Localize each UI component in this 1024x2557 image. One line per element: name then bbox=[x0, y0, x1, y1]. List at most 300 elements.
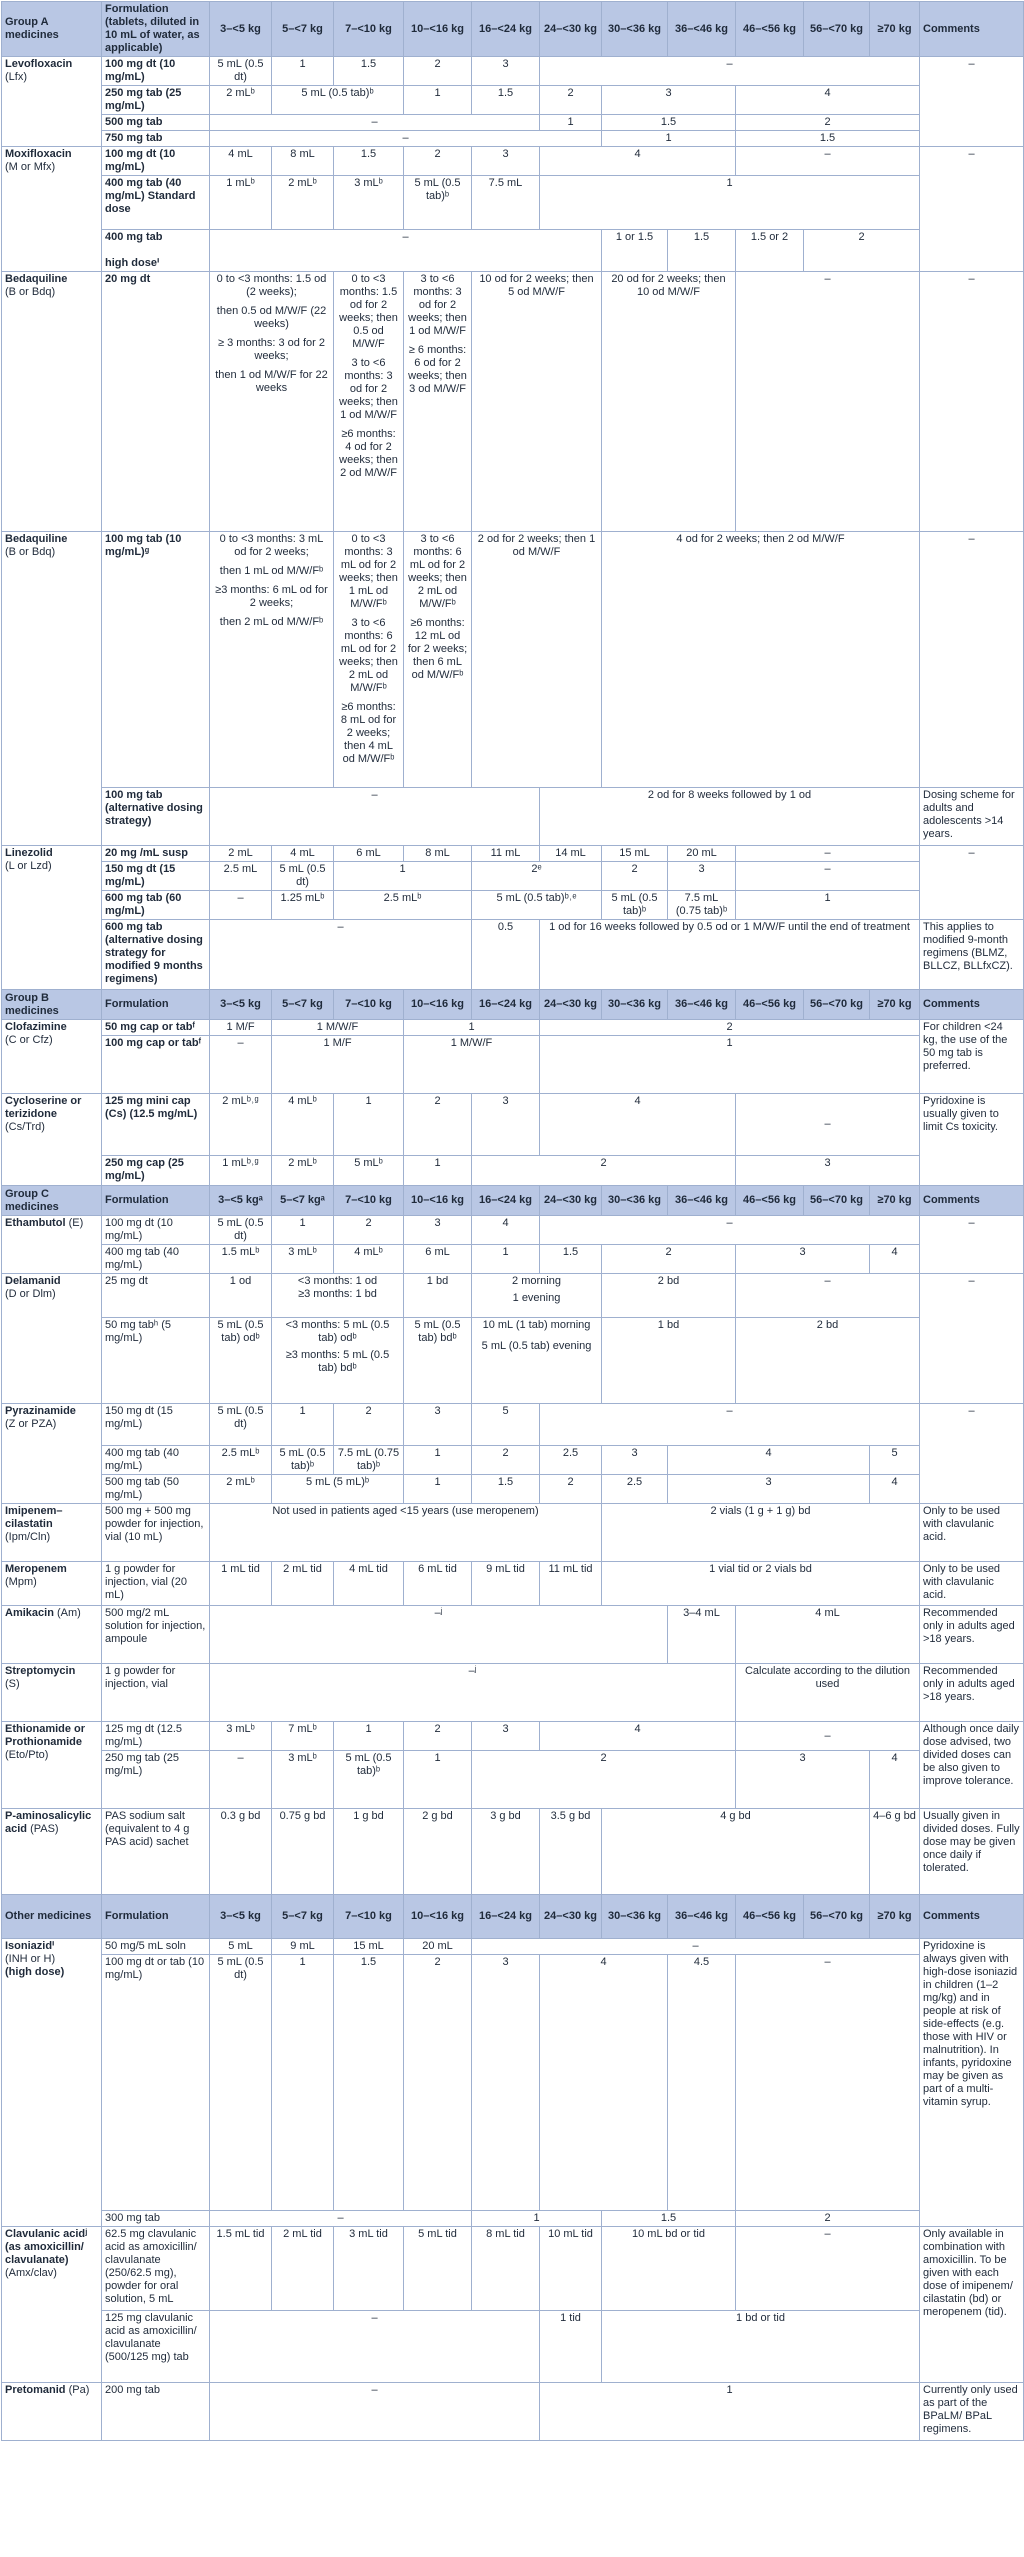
dose-cell: 2 bbox=[404, 147, 472, 176]
dose-cell: 2 bbox=[602, 862, 668, 891]
formulation-cell: 300 mg tab bbox=[102, 2211, 210, 2227]
formulation-cell: 125 mg mini cap (Cs) (12.5 mg/mL) bbox=[102, 1094, 210, 1156]
dose-cell: 3 bbox=[736, 1751, 870, 1809]
dose-cell: – bbox=[736, 846, 920, 862]
dose-cell: 3 mLᵇ bbox=[272, 1751, 334, 1809]
dose-cell: 15 mL bbox=[334, 1939, 404, 1955]
weight-header: 7–<10 kg bbox=[334, 1895, 404, 1939]
weight-header: 30–<36 kg bbox=[602, 1895, 668, 1939]
dose-cell: 7.5 mL (0.75 tab)ᵇ bbox=[334, 1446, 404, 1475]
dose-cell: 1 tid bbox=[540, 2311, 602, 2383]
dose-cell: 1 mLᵇ bbox=[210, 176, 272, 230]
dose-cell: 3 mLᵇ bbox=[334, 176, 404, 230]
dose-cell: 5 mL (0.5 tab)ᵇ bbox=[272, 86, 404, 115]
drug-name: Ethionamide or Prothionamide (Eto/Pto) bbox=[2, 1722, 102, 1809]
dose-cell: 1.5 mLᵇ bbox=[210, 1245, 272, 1274]
comment-cell: Only to be used with clavulanic acid. bbox=[920, 1504, 1024, 1562]
dose-cell: 3 bbox=[472, 57, 540, 86]
dose-cell: 2 bd bbox=[602, 1274, 736, 1318]
drug-name: Amikacin (Am) bbox=[2, 1606, 102, 1664]
dose-cell: – bbox=[736, 1274, 920, 1318]
drug-name: Levofloxacin (Lfx) bbox=[2, 57, 102, 147]
comment-cell: Dosing scheme for adults and adolescents >14 years. bbox=[920, 788, 1024, 846]
dose-cell: 2 mLᵇ˒ᵍ bbox=[210, 1094, 272, 1156]
drug-name: Cycloserine or terizidone (Cs/Trd) bbox=[2, 1094, 102, 1186]
comment-cell: Recommended only in adults aged >18 years. bbox=[920, 1606, 1024, 1664]
dose-cell: – bbox=[736, 147, 920, 176]
dose-cell: 4 bbox=[870, 1475, 920, 1504]
formulation-header: Formulation (tablets, diluted in 10 mL of water, as applicable) bbox=[102, 2, 210, 57]
weight-header: 56–<70 kg bbox=[804, 2, 870, 57]
dose-cell: 4–6 g bd bbox=[870, 1809, 920, 1895]
dose-cell: 3 bbox=[668, 1475, 870, 1504]
comment-cell: Only to be used with clavulanic acid. bbox=[920, 1562, 1024, 1606]
dose-cell: – bbox=[210, 2211, 472, 2227]
dose-cell: 5 mL (0.5 dt) bbox=[210, 57, 272, 86]
weight-header: 5–<7 kg bbox=[272, 1895, 334, 1939]
dose-cell: 1 bbox=[272, 1404, 334, 1446]
dose-cell: 1 bd or tid bbox=[602, 2311, 920, 2383]
drug-name: Meropenem (Mpm) bbox=[2, 1562, 102, 1606]
dose-cell: 5 mL (0.5 tab)ᵇ bbox=[334, 1751, 404, 1809]
dose-cell: 2 bbox=[736, 115, 920, 131]
dose-cell: 1 bbox=[404, 1156, 472, 1186]
weight-header: 46–<56 kg bbox=[736, 1186, 804, 1216]
comments-header: Comments bbox=[920, 2, 1024, 57]
dose-cell: 1 M/F bbox=[272, 1036, 404, 1094]
dose-cell: 5 mL (0.5 tab)ᵇ bbox=[602, 891, 668, 920]
drug-name: Pyrazinamide (Z or PZA) bbox=[2, 1404, 102, 1504]
formulation-cell: 50 mg/5 mL soln bbox=[102, 1939, 210, 1955]
comments-header: Comments bbox=[920, 990, 1024, 1020]
dose-cell: 15 mL bbox=[602, 846, 668, 862]
weight-header: 7–<10 kg bbox=[334, 2, 404, 57]
weight-header: 24–<30 kg bbox=[540, 1186, 602, 1216]
weight-header: 5–<7 kg bbox=[272, 2, 334, 57]
dose-cell: 1 bbox=[404, 86, 472, 115]
dose-cell: 7.5 mL bbox=[472, 176, 540, 230]
dose-cell: 5 mL bbox=[210, 1939, 272, 1955]
dose-cell: 1.5 bbox=[668, 230, 736, 272]
dose-cell: 20 mL bbox=[404, 1939, 472, 1955]
dose-cell: 4 bbox=[870, 1245, 920, 1274]
weight-header: 56–<70 kg bbox=[804, 1186, 870, 1216]
dose-cell: 5 mL (0.5 dt) bbox=[210, 1955, 272, 2211]
weight-header: ≥70 kg bbox=[870, 1895, 920, 1939]
weight-header: 7–<10 kg bbox=[334, 1186, 404, 1216]
dose-cell: 1.5 bbox=[334, 57, 404, 86]
dose-cell: 2 mL bbox=[210, 846, 272, 862]
formulation-header: Formulation bbox=[102, 990, 210, 1020]
weight-header: 46–<56 kg bbox=[736, 2, 804, 57]
dose-cell: 2 bbox=[472, 1446, 540, 1475]
dose-cell: 2 od for 2 weeks; then 1 od M/W/F bbox=[472, 532, 602, 788]
dose-cell: 5 mL (0.5 dt) bbox=[272, 862, 334, 891]
dose-cell: 0.75 g bd bbox=[272, 1809, 334, 1895]
formulation-cell: 125 mg clavulanic acid as amoxicillin/ clavulanate (500/125 mg) tab bbox=[102, 2311, 210, 2383]
dose-cell: 5 bbox=[870, 1446, 920, 1475]
drug-name: P-aminosalicylic acid (PAS) bbox=[2, 1809, 102, 1895]
dose-cell: 2 mLᵇ bbox=[272, 176, 334, 230]
dose-cell: 5 bbox=[472, 1404, 540, 1446]
weight-header: 30–<36 kg bbox=[602, 1186, 668, 1216]
dose-cell: – bbox=[736, 862, 920, 891]
dose-cell: 10 mL bd or tid bbox=[602, 2227, 736, 2311]
dose-cell: 3 mLᵇ bbox=[210, 1722, 272, 1751]
dose-cell: 2 od for 8 weeks followed by 1 od bbox=[540, 788, 920, 846]
formulation-cell: 250 mg tab (25 mg/mL) bbox=[102, 1751, 210, 1809]
formulation-cell: 500 mg tab bbox=[102, 115, 210, 131]
dose-cell: 4 bbox=[540, 1094, 736, 1156]
dose-cell: – bbox=[540, 1404, 920, 1446]
formulation-cell: 150 mg dt (15 mg/mL) bbox=[102, 1404, 210, 1446]
formulation-cell: 25 mg dt bbox=[102, 1274, 210, 1318]
comment-cell: Usually given in divided doses. Fully dose may be given once daily if tolerated. bbox=[920, 1809, 1024, 1895]
dose-cell: 3 bbox=[668, 862, 736, 891]
formulation-cell: 100 mg tab (alternative dosing strategy) bbox=[102, 788, 210, 846]
dose-cell: 1.5 bbox=[472, 86, 540, 115]
dose-cell: – bbox=[210, 1751, 272, 1809]
weight-header: 46–<56 kg bbox=[736, 990, 804, 1020]
dose-cell: 3 bbox=[736, 1156, 920, 1186]
comment-cell: Although once daily dose advised, two divided doses can be also given to improve tolerance. bbox=[920, 1722, 1024, 1809]
formulation-cell: 100 mg dt (10 mg/mL) bbox=[102, 1216, 210, 1245]
dose-cell: 1.5 bbox=[736, 131, 920, 147]
drug-name: Bedaquiline (B or Bdq) bbox=[2, 532, 102, 846]
dose-cell: 2 bbox=[602, 1245, 736, 1274]
dose-cell: 2 g bd bbox=[404, 1809, 472, 1895]
weight-header: 3–<5 kg bbox=[210, 1895, 272, 1939]
dose-cell: 0.3 g bd bbox=[210, 1809, 272, 1895]
weight-header: 3–<5 kg bbox=[210, 990, 272, 1020]
dose-cell: – bbox=[540, 57, 920, 86]
dose-cell: – bbox=[210, 920, 472, 990]
dose-cell: 1 M/W/F bbox=[404, 1036, 540, 1094]
dose-cell: 6 mL bbox=[334, 846, 404, 862]
dose-cell: 7 mLᵇ bbox=[272, 1722, 334, 1751]
comment-cell: – bbox=[920, 846, 1024, 920]
dose-cell: – bbox=[210, 891, 272, 920]
dose-cell: – bbox=[210, 2311, 540, 2383]
weight-header: 10–<16 kg bbox=[404, 2, 472, 57]
weight-header: 5–<7 kgᵃ bbox=[272, 1186, 334, 1216]
drug-name: Linezolid (L or Lzd) bbox=[2, 846, 102, 990]
dose-cell: 4 mL tid bbox=[334, 1562, 404, 1606]
dose-cell: 10 od for 2 weeks; then 5 od M/W/F bbox=[472, 272, 602, 532]
dose-cell: 0 to <3 months: 3 mL od for 2 weeks; then 1 mL od M/W/Fᵇ 3 to <6 months: 6 mL od for 2 weeks; then 2 mL od M/W/Fᵇ ≥6 months: 8 mL od for 2 weeks; then 4 mL od M/W/Fᵇ bbox=[334, 532, 404, 788]
dose-cell: 2 bbox=[404, 57, 472, 86]
formulation-cell: 20 mg dt bbox=[102, 272, 210, 532]
drug-name: Clavulanic acidʲ (as amoxicillin/ clavulanate) (Amx/clav) bbox=[2, 2227, 102, 2383]
dose-cell: 11 mL tid bbox=[540, 1562, 602, 1606]
dose-cell: 4.5 bbox=[668, 1955, 736, 2211]
dose-cell: – bbox=[736, 1094, 920, 1156]
drug-name: Isoniazidⁱ (INH or H) (high dose) bbox=[2, 1939, 102, 2227]
dose-cell: 1 bbox=[736, 891, 920, 920]
dose-cell: 1 bbox=[334, 1722, 404, 1751]
dose-cell: 1.5 bbox=[602, 2211, 736, 2227]
formulation-cell: 400 mg tab high doseⁱ bbox=[102, 230, 210, 272]
dose-cell: 2 bbox=[404, 1094, 472, 1156]
dose-cell: 1 M/W/F bbox=[272, 1020, 404, 1036]
formulation-cell: 250 mg cap (25 mg/mL) bbox=[102, 1156, 210, 1186]
formulation-cell: 500 mg/2 mL solution for injection, ampoule bbox=[102, 1606, 210, 1664]
dose-cell: – bbox=[736, 272, 920, 532]
formulation-cell: 100 mg dt (10 mg/mL) bbox=[102, 57, 210, 86]
weight-header: 36–<46 kg bbox=[668, 2, 736, 57]
weight-header: 30–<36 kg bbox=[602, 2, 668, 57]
dose-cell: 4 bbox=[870, 1751, 920, 1809]
dose-cell: 5 mL (0.5 dt) bbox=[210, 1404, 272, 1446]
dose-cell: 4 mLᵇ bbox=[334, 1245, 404, 1274]
comment-cell: – bbox=[920, 1216, 1024, 1274]
dose-cell: – bbox=[210, 1036, 272, 1094]
dose-cell: 1.5 bbox=[334, 147, 404, 176]
dose-cell: 1 g bd bbox=[334, 1809, 404, 1895]
comment-cell: – bbox=[920, 532, 1024, 788]
dose-cell: 1 bbox=[272, 1955, 334, 2211]
dose-cell: –ʲ bbox=[210, 1606, 668, 1664]
formulation-cell: 400 mg tab (40 mg/mL) bbox=[102, 1446, 210, 1475]
formulation-cell: 200 mg tab bbox=[102, 2383, 210, 2441]
weight-header: 16–<24 kg bbox=[472, 1895, 540, 1939]
dose-cell: 2.5 bbox=[602, 1475, 668, 1504]
dose-cell: 3–4 mL bbox=[668, 1606, 736, 1664]
dose-cell: 1 bbox=[540, 115, 602, 131]
formulation-cell: 500 mg + 500 mg powder for injection, vial (10 mL) bbox=[102, 1504, 210, 1562]
dose-cell: 2 bbox=[804, 230, 920, 272]
drug-name: Delamanid (D or Dlm) bbox=[2, 1274, 102, 1404]
weight-header: 5–<7 kg bbox=[272, 990, 334, 1020]
dose-cell: 1 or 1.5 bbox=[602, 230, 668, 272]
dose-cell: 1 od bbox=[210, 1274, 272, 1318]
dose-cell: 2 bbox=[540, 86, 602, 115]
dose-cell: 3 bbox=[472, 1955, 540, 2211]
weight-header: 24–<30 kg bbox=[540, 990, 602, 1020]
dose-cell: 1.5 or 2 bbox=[736, 230, 804, 272]
dose-cell: 2 bbox=[404, 1722, 472, 1751]
dose-cell: 1 bbox=[472, 1245, 540, 1274]
dose-cell: – bbox=[210, 131, 602, 147]
dose-cell: 3 bbox=[472, 147, 540, 176]
dose-cell: 3 bbox=[472, 1094, 540, 1156]
formulation-cell: 750 mg tab bbox=[102, 131, 210, 147]
dose-cell: 1.5 bbox=[602, 115, 736, 131]
dose-cell: 1 bbox=[602, 131, 736, 147]
dose-cell: 3 mL tid bbox=[334, 2227, 404, 2311]
dose-cell: 1.25 mLᵇ bbox=[272, 891, 334, 920]
comment-cell: – bbox=[920, 272, 1024, 532]
dose-cell: 3 bbox=[404, 1404, 472, 1446]
comment-cell: Pyridoxine is usually given to limit Cs toxicity. bbox=[920, 1094, 1024, 1186]
group-c-header: Group C medicines bbox=[2, 1186, 102, 1216]
dose-cell: 1 M/F bbox=[210, 1020, 272, 1036]
weight-header: 16–<24 kg bbox=[472, 1186, 540, 1216]
dose-cell: 2.5 mL bbox=[210, 862, 272, 891]
formulation-cell: 600 mg tab (60 mg/mL) bbox=[102, 891, 210, 920]
dosing-table bbox=[1, 1, 1024, 2441]
dose-cell: Calculate according to the dilution used bbox=[736, 1664, 920, 1722]
dose-cell: 10 mL tid bbox=[540, 2227, 602, 2311]
dose-cell: – bbox=[736, 1955, 920, 2211]
dose-cell: 3.5 g bd bbox=[540, 1809, 602, 1895]
group-b-header: Group B medicines bbox=[2, 990, 102, 1020]
dose-cell: <3 months: 1 od ≥3 months: 1 bd bbox=[272, 1274, 404, 1318]
comments-header: Comments bbox=[920, 1895, 1024, 1939]
formulation-header: Formulation bbox=[102, 1186, 210, 1216]
comment-cell: Recommended only in adults aged >18 years. bbox=[920, 1664, 1024, 1722]
formulation-cell: 50 mg tabʰ (5 mg/mL) bbox=[102, 1318, 210, 1404]
dose-cell: 5 mL (0.5 tab)ᵇ bbox=[272, 1446, 334, 1475]
dose-cell: 2 bbox=[404, 1955, 472, 2211]
drug-name: Bedaquiline (B or Bdq) bbox=[2, 272, 102, 532]
dose-cell: 2 bd bbox=[736, 1318, 920, 1404]
dose-cell: – bbox=[736, 2227, 920, 2311]
dose-cell: 5 mL (0.5 tab)ᵇ˒ᵉ bbox=[472, 891, 602, 920]
dose-cell: 4 od for 2 weeks; then 2 od M/W/F bbox=[602, 532, 920, 788]
dose-cell: 5 mL (0.5 tab) bdᵇ bbox=[404, 1318, 472, 1404]
dose-cell: 4 bbox=[668, 1446, 870, 1475]
dose-cell: 1.5 bbox=[540, 1245, 602, 1274]
dose-cell: 2 mLᵇ bbox=[210, 1475, 272, 1504]
dose-cell: 1 bbox=[404, 1751, 472, 1809]
dose-cell: 3 to <6 months: 3 od for 2 weeks; then 1 od M/W/F ≥ 6 months: 6 od for 2 weeks; then 3 od M/W/F bbox=[404, 272, 472, 532]
dose-cell: 0 to <3 months: 1.5 od for 2 weeks; then 0.5 od M/W/F 3 to <6 months: 3 od for 2 weeks; then 1 od M/W/F ≥6 months: 4 od for 2 weeks; then 2 od M/W/F bbox=[334, 272, 404, 532]
weight-header: 36–<46 kg bbox=[668, 1895, 736, 1939]
dose-cell: Not used in patients aged <15 years (use meropenem) bbox=[210, 1504, 602, 1562]
dose-cell: 6 mL tid bbox=[404, 1562, 472, 1606]
dose-cell: 2ᵉ bbox=[472, 862, 602, 891]
comments-header: Comments bbox=[920, 1186, 1024, 1216]
comment-cell: – bbox=[920, 147, 1024, 272]
dose-cell: 1 bbox=[404, 1020, 540, 1036]
dose-cell: 1 bd bbox=[602, 1318, 736, 1404]
dose-cell: – bbox=[210, 230, 602, 272]
dose-cell: 14 mL bbox=[540, 846, 602, 862]
dose-cell: 20 od for 2 weeks; then 10 od M/W/F bbox=[602, 272, 736, 532]
dose-cell: 3 bbox=[472, 1722, 540, 1751]
weight-header: 3–<5 kg bbox=[210, 2, 272, 57]
drug-name: Ethambutol (E) bbox=[2, 1216, 102, 1274]
dose-cell: 4 g bd bbox=[602, 1809, 870, 1895]
dose-cell: 1.5 bbox=[334, 1955, 404, 2211]
dose-cell: 9 mL tid bbox=[472, 1562, 540, 1606]
dose-cell: 1 bbox=[540, 176, 920, 230]
weight-header: ≥70 kg bbox=[870, 2, 920, 57]
weight-header: 24–<30 kg bbox=[540, 1895, 602, 1939]
dose-cell: 2 bbox=[334, 1216, 404, 1245]
other-header: Other medicines bbox=[2, 1895, 102, 1939]
weight-header: 10–<16 kg bbox=[404, 1186, 472, 1216]
formulation-header: Formulation bbox=[102, 1895, 210, 1939]
dose-cell: 2 bbox=[540, 1475, 602, 1504]
weight-header: 10–<16 kg bbox=[404, 1895, 472, 1939]
dose-cell: 3 bbox=[602, 86, 736, 115]
dose-cell: 4 mL bbox=[736, 1606, 920, 1664]
drug-name: Streptomycin (S) bbox=[2, 1664, 102, 1722]
formulation-cell: 250 mg tab (25 mg/mL) bbox=[102, 86, 210, 115]
dose-cell: – bbox=[210, 115, 540, 131]
dose-cell: <3 months: 5 mL (0.5 tab) odᵇ ≥3 months: 5 mL (0.5 tab) bdᵇ bbox=[272, 1318, 404, 1404]
dose-cell: 2 bbox=[334, 1404, 404, 1446]
dose-cell: 3 bbox=[736, 1245, 870, 1274]
comment-cell: Only available in combination with amoxicillin. To be given with each dose of imipenem/ cilastatin (bd) or meropenem (tid). bbox=[920, 2227, 1024, 2383]
drug-name: Clofazimine (C or Cfz) bbox=[2, 1020, 102, 1094]
weight-header: 16–<24 kg bbox=[472, 2, 540, 57]
dose-cell: 4 bbox=[540, 147, 736, 176]
dose-cell: 4 bbox=[736, 86, 920, 115]
dose-cell: 2 bbox=[472, 1156, 736, 1186]
dose-cell: – bbox=[210, 2383, 540, 2441]
dose-cell: 5 mLᵇ bbox=[334, 1156, 404, 1186]
formulation-cell: 400 mg tab (40 mg/mL) bbox=[102, 1245, 210, 1274]
dose-cell: 4 mL bbox=[272, 846, 334, 862]
dose-cell: 4 mLᵇ bbox=[272, 1094, 334, 1156]
formulation-cell: 20 mg /mL susp bbox=[102, 846, 210, 862]
group-a-header: Group A medicines bbox=[2, 2, 102, 57]
comment-cell: – bbox=[920, 1404, 1024, 1504]
drug-name: Moxifloxacin (M or Mfx) bbox=[2, 147, 102, 272]
weight-header: 16–<24 kg bbox=[472, 990, 540, 1020]
dose-cell: 1 vial tid or 2 vials bd bbox=[602, 1562, 920, 1606]
dose-cell: 5 mL (0.5 tab)ᵇ bbox=[404, 176, 472, 230]
dose-cell: – bbox=[736, 1722, 920, 1751]
dose-cell: 1 bd bbox=[404, 1274, 472, 1318]
weight-header: 10–<16 kg bbox=[404, 990, 472, 1020]
dose-cell: 2 bbox=[736, 2211, 920, 2227]
weight-header: 7–<10 kg bbox=[334, 990, 404, 1020]
dose-cell: 5 mL tid bbox=[404, 2227, 472, 2311]
dose-cell: 1 bbox=[404, 1446, 472, 1475]
weight-header: 3–<5 kgᵃ bbox=[210, 1186, 272, 1216]
dose-cell: 8 mL bbox=[404, 846, 472, 862]
weight-header: 46–<56 kg bbox=[736, 1895, 804, 1939]
comment-cell: Pyridoxine is always given with high-dose isoniazid in children (1–2 mg/kg) and in people at risk of side-effects (e.g. those with HIV or malnutrition). In infants, pyridoxine may be given as part of a multi-vitamin syrup. bbox=[920, 1939, 1024, 2227]
dose-cell: 3 g bd bbox=[472, 1809, 540, 1895]
formulation-cell: 400 mg tab (40 mg/mL) Standard dose bbox=[102, 176, 210, 230]
dose-cell: 8 mL tid bbox=[472, 2227, 540, 2311]
dose-cell: 11 mL bbox=[472, 846, 540, 862]
dose-cell: 1 bbox=[404, 1475, 472, 1504]
formulation-cell: 50 mg cap or tabᶠ bbox=[102, 1020, 210, 1036]
dose-cell: 2.5 bbox=[540, 1446, 602, 1475]
dose-cell: 1 bbox=[334, 862, 472, 891]
dose-cell: 1.5 bbox=[472, 1475, 540, 1504]
weight-header: ≥70 kg bbox=[870, 1186, 920, 1216]
dose-cell: 2 mLᵇ bbox=[272, 1156, 334, 1186]
dose-cell: – bbox=[210, 788, 540, 846]
dose-cell: 1 bbox=[272, 57, 334, 86]
dose-cell: 4 bbox=[472, 1216, 540, 1245]
dose-cell: 4 bbox=[540, 1955, 668, 2211]
formulation-cell: 100 mg cap or tabᶠ bbox=[102, 1036, 210, 1094]
dose-cell: 1 bbox=[472, 2211, 602, 2227]
comment-cell: – bbox=[920, 1274, 1024, 1404]
formulation-cell: 125 mg dt (12.5 mg/mL) bbox=[102, 1722, 210, 1751]
weight-header: 36–<46 kg bbox=[668, 1186, 736, 1216]
dose-cell: 2 bbox=[540, 1020, 920, 1036]
dose-cell: 0 to <3 months: 1.5 od (2 weeks); then 0.5 od M/W/F (22 weeks) ≥ 3 months: 3 od for 2 weeks; then 1 od M/W/F for 22 weeks bbox=[210, 272, 334, 532]
formulation-cell: 1 g powder for injection, vial (20 mL) bbox=[102, 1562, 210, 1606]
dose-cell: 2 morning 1 evening bbox=[472, 1274, 602, 1318]
dose-cell: 1 mLᵇ˒ᵍ bbox=[210, 1156, 272, 1186]
formulation-cell: 600 mg tab (alternative dosing strategy for modified 9 months regimens) bbox=[102, 920, 210, 990]
formulation-cell: 500 mg tab (50 mg/mL) bbox=[102, 1475, 210, 1504]
drug-name: Pretomanid (Pa) bbox=[2, 2383, 102, 2441]
dose-cell: 3 to <6 months: 6 mL od for 2 weeks; then 2 mL od M/W/Fᵇ ≥6 months: 12 mL od for 2 weeks; then 6 mL od M/W/Fᵇ bbox=[404, 532, 472, 788]
dose-cell: –ʲ bbox=[210, 1664, 736, 1722]
dose-cell: 1.5 mL tid bbox=[210, 2227, 272, 2311]
